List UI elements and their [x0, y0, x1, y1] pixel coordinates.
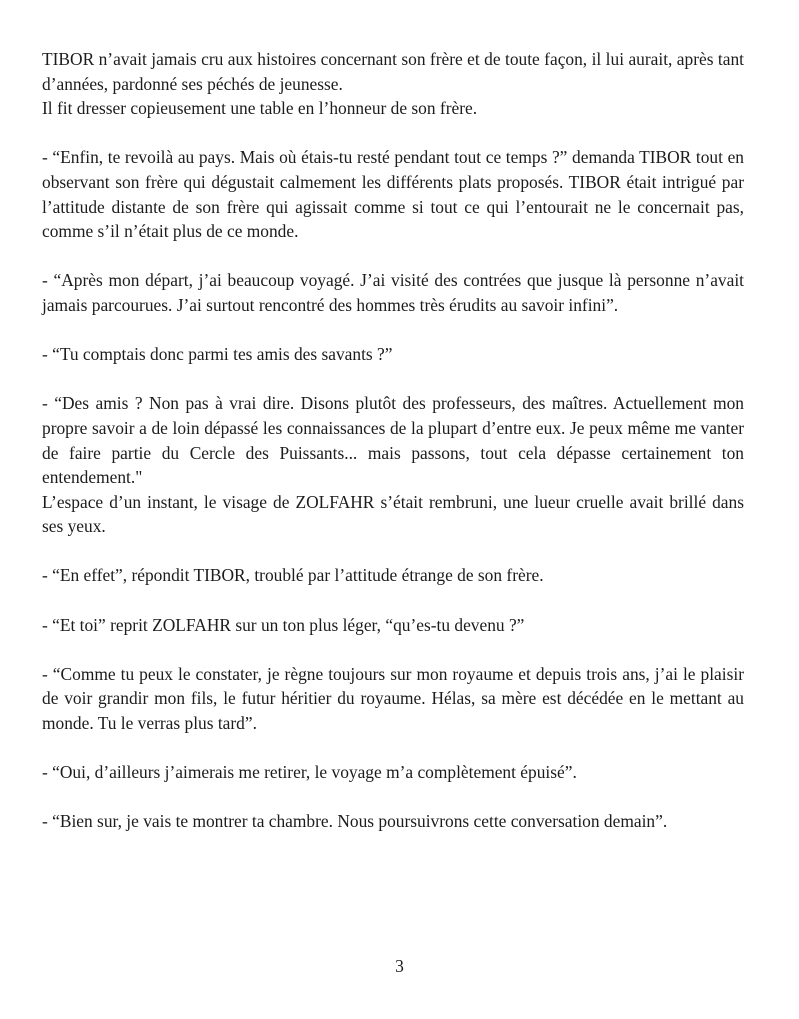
paragraph-7	[42, 613, 744, 638]
paragraph-line: Il fit dresser copieusement une table en l’honneur de son frère.	[42, 98, 478, 119]
paragraph-line: - “Oui, d’ailleurs j’aimerais me retirer, le voyage m’a complètement épuisé”.	[42, 762, 577, 783]
paragraph-line: - “Tu comptais donc parmi tes amis des savants ?”	[42, 344, 393, 365]
paragraph-line: L’espace d’un instant, le visage de ZOLFAHR s’était rembruni, une lueur cruelle avait brillé dans ses yeux.	[42, 491, 744, 537]
paragraph-5	[42, 391, 744, 539]
paragraph-line: TIBOR n’avait jamais cru aux histoires concernant son frère et de toute façon, il lui aurait, après tant d’années, pardonné ses péchés de jeunesse.	[42, 49, 744, 94]
paragraph-3	[42, 268, 744, 317]
paragraph-line: - “Bien sur, je vais te montrer ta chambre. Nous poursuivrons cette conversation demain”.	[42, 811, 668, 832]
paragraph-2	[42, 145, 744, 243]
paragraph-6	[42, 563, 744, 588]
paragraph-line: - “Des amis ? Non pas à vrai dire. Disons plutôt des professeurs, des maîtres. Actuellement mon propre savoir a de loin dépassé les connaissances de la plupart d’entre eux. Je peux même me vanter de faire partie du Cercle des Puissants... mais passons, tout cela dépasse certainement ton entendement."	[42, 393, 744, 488]
paragraph-9	[42, 760, 744, 785]
paragraph-line: - “Et toi” reprit ZOLFAHR sur un ton plus léger, “qu’es-tu devenu ?”	[42, 614, 525, 635]
paragraph-line: - “Après mon départ, j’ai beaucoup voyagé. J’ai visité des contrées que jusque là personne n’avait jamais parcourues. J’ai surtout rencontré des hommes très érudits au savoir infini”.	[42, 270, 744, 315]
page-number: 3	[395, 956, 404, 976]
document-body	[42, 47, 744, 834]
paragraph-10	[42, 809, 744, 834]
paragraph-1	[42, 47, 744, 121]
paragraph-line: - “En effet”, répondit TIBOR, troublé par l’attitude étrange de son frère.	[42, 565, 544, 586]
paragraph-line: - “Comme tu peux le constater, je règne toujours sur mon royaume et depuis trois ans, j’ai le plaisir de voir grandir mon fils, le futur héritier du royaume. Hélas, sa mère est décédée en le mettant au monde. Tu le verras plus tard”.	[42, 663, 744, 734]
paragraph-4	[42, 342, 744, 367]
paragraph-line: - “Enfin, te revoilà au pays. Mais où étais-tu resté pendant tout ce temps ?” demanda TIBOR tout en observant son frère qui dégustait calmement les différents plats proposés. TIBOR était intrigué par l’attitude distante de son frère qui agissait comme si tout ce qui l’entourait ne le concernait pas, comme s’il n’était plus de ce monde.	[42, 147, 744, 242]
paragraph-8	[42, 662, 744, 736]
